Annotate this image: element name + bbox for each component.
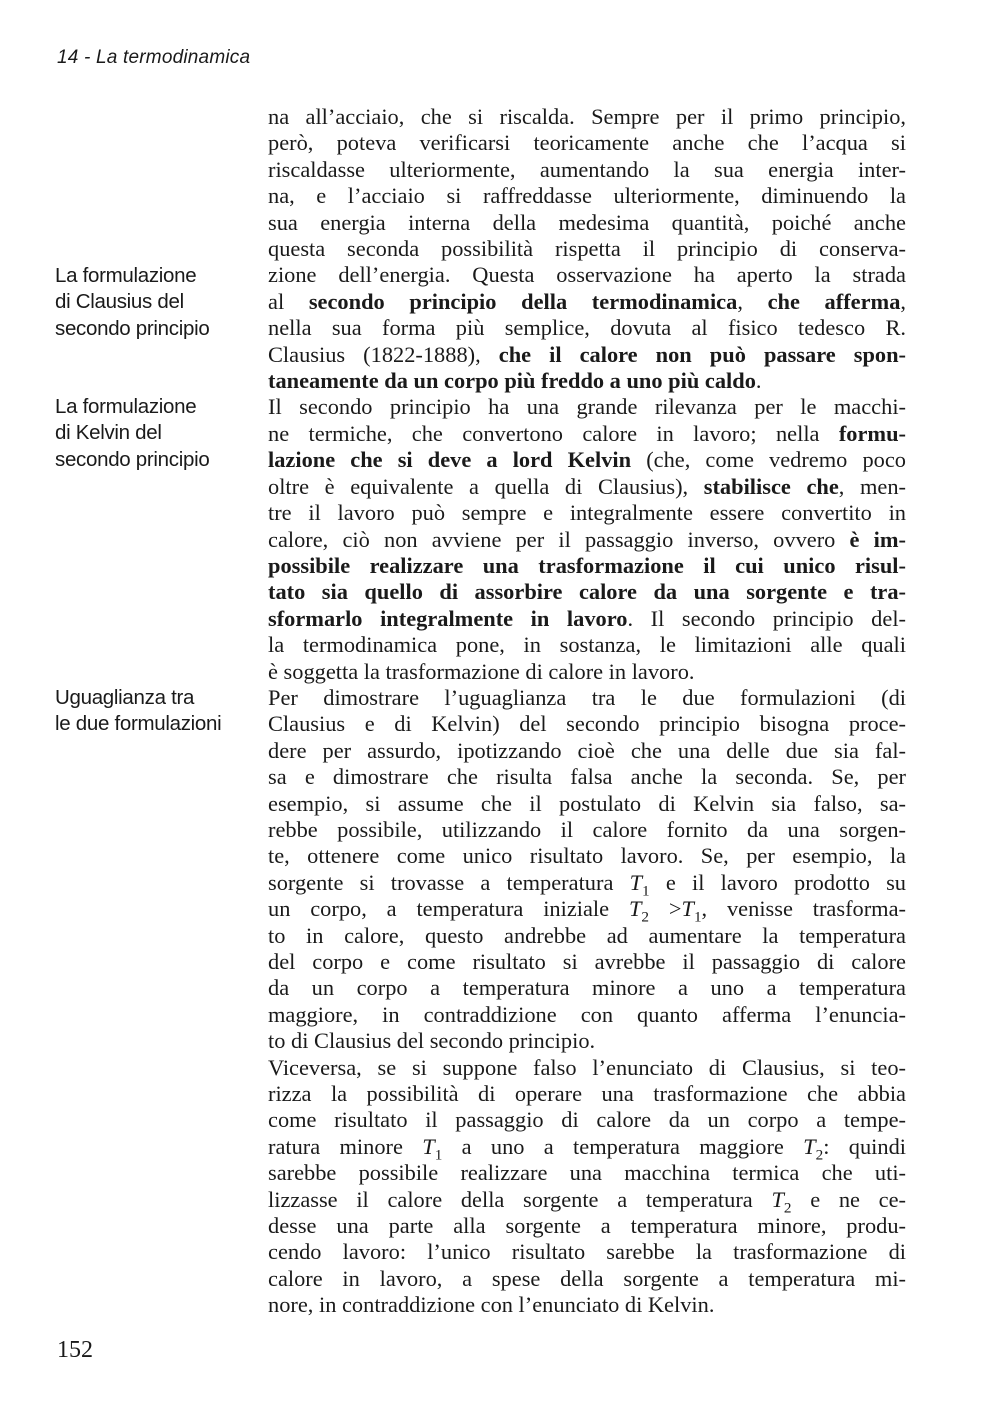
paragraph bbox=[268, 394, 906, 684]
text-line bbox=[268, 869, 907, 900]
text-line bbox=[268, 685, 906, 711]
text-line bbox=[268, 949, 906, 975]
subscript: 1 bbox=[434, 1146, 443, 1164]
text-run: Viceversa, se si suppone falso l’enunciato di Clausius, si teo- bbox=[268, 1054, 906, 1080]
math-variable: T bbox=[681, 896, 694, 922]
running-header: 14 - La termodinamica bbox=[57, 47, 251, 68]
text-run: sua energia interna della medesima quantità, poiché anche bbox=[268, 209, 906, 235]
text-line bbox=[268, 527, 906, 553]
text-line bbox=[268, 315, 906, 341]
paragraph bbox=[268, 104, 906, 394]
bold-text: lazione che si deve a lord Kelvin bbox=[268, 447, 632, 473]
text-run: , men- bbox=[838, 473, 907, 499]
margin-note-line: La formulazione bbox=[55, 264, 197, 287]
text-run: desse una parte alla sorgente a temperatura minore, produ- bbox=[268, 1213, 906, 1239]
text-run: nella sua forma più semplice, dovuta al fisico tedesco R. bbox=[268, 315, 906, 341]
text-run: è soggetta la trasformazione di calore in lavoro. bbox=[268, 658, 695, 684]
text-line bbox=[268, 1133, 906, 1164]
page-number: 152 bbox=[57, 1337, 93, 1363]
text-run: to di Clausius del secondo principio. bbox=[268, 1028, 596, 1054]
text-line bbox=[268, 923, 906, 949]
text-run: > bbox=[649, 896, 682, 922]
text-run: esempio, si assume che il postulato di Kelvin sia falso, sa- bbox=[268, 790, 906, 816]
text-run: Per dimostrare l’uguaglianza tra le due formulazioni (di bbox=[268, 684, 906, 710]
text-line bbox=[268, 210, 906, 236]
text-line bbox=[268, 764, 906, 790]
text-line bbox=[268, 1266, 906, 1292]
math-variable: T bbox=[628, 896, 642, 922]
bold-text: è im- bbox=[849, 526, 906, 552]
text-line bbox=[268, 791, 906, 817]
text-line bbox=[268, 975, 906, 1001]
text-line bbox=[268, 104, 906, 130]
paragraph bbox=[268, 1055, 906, 1319]
margin-note-kelvin bbox=[55, 394, 250, 473]
text-line bbox=[268, 474, 906, 500]
text-run: , bbox=[900, 288, 907, 314]
text-run: dere per assurdo, ipotizzando cioè che una delle due sia fal- bbox=[268, 737, 906, 763]
text-run: come risultato il passaggio di calore da un corpo a tempe- bbox=[268, 1107, 906, 1133]
text-line bbox=[268, 262, 906, 288]
text-run: calore, ciò non avviene per il passaggio inverso, ovvero bbox=[268, 526, 850, 552]
margin-note-line: secondo principio bbox=[55, 447, 210, 471]
text-line bbox=[268, 421, 906, 447]
bold-text: taneamente da un corpo più freddo a uno più caldo bbox=[268, 368, 756, 394]
text-line bbox=[268, 157, 906, 183]
text-line bbox=[268, 236, 906, 262]
text-run: riscaldasse ulteriormente, aumentando la sua energia inter- bbox=[268, 156, 906, 182]
text-run: te, ottenere come unico risultato lavoro. Se, per esempio, la bbox=[268, 843, 906, 869]
margin-note-line: di Clausius del bbox=[55, 290, 184, 314]
math-variable: T bbox=[771, 1186, 784, 1212]
text-line bbox=[268, 659, 906, 685]
bold-text: sformarlo integralmente in lavoro bbox=[268, 605, 628, 631]
text-line bbox=[268, 1213, 906, 1239]
text-line bbox=[268, 553, 906, 579]
margin-note-clausius bbox=[55, 263, 250, 342]
text-run: da un corpo a temperatura minore a uno a temperatura bbox=[268, 975, 906, 1001]
text-line bbox=[268, 342, 906, 368]
text-line bbox=[268, 632, 906, 658]
bold-text: stabilisce che bbox=[703, 473, 839, 499]
text-run: del corpo e come risultato si avrebbe il passaggio di calore bbox=[268, 949, 906, 974]
margin-note-line: le due formulazioni bbox=[55, 712, 222, 736]
text-line bbox=[268, 130, 906, 156]
text-line bbox=[268, 738, 906, 764]
text-run: . Il secondo principio del- bbox=[627, 605, 906, 631]
subscript: 1 bbox=[642, 882, 650, 900]
text-run: sarebbe possibile realizzare una macchina termica che uti- bbox=[268, 1160, 906, 1186]
text-line bbox=[268, 843, 906, 869]
text-run: sorgente si trovasse a temperatura bbox=[268, 869, 630, 895]
text-run: na all’acciaio, che si riscalda. Sempre per il primo principio, bbox=[268, 104, 906, 129]
text-run: sa e dimostrare che risulta falsa anche la seconda. Se, per bbox=[268, 764, 906, 790]
text-run: a uno a temperatura maggiore bbox=[442, 1133, 804, 1159]
text-line bbox=[268, 289, 906, 315]
text-line bbox=[268, 606, 906, 632]
text-line bbox=[268, 1292, 906, 1318]
text-run: na, e l’acciaio si raffreddasse ulteriormente, diminuendo la bbox=[268, 183, 906, 209]
paragraph bbox=[268, 685, 906, 1055]
text-line bbox=[268, 1239, 906, 1265]
text-run: calore in lavoro, a spese della sorgente a temperatura mi- bbox=[268, 1265, 906, 1291]
math-variable: T bbox=[422, 1133, 435, 1159]
text-run: la termodinamica pone, in sostanza, le limitazioni alle quali bbox=[268, 632, 906, 658]
text-run: tre il lavoro può sempre e integralmente essere convertito in bbox=[268, 500, 906, 526]
subscript: 2 bbox=[783, 1198, 792, 1216]
margin-note-line: secondo principio bbox=[55, 316, 210, 340]
text-run: Il secondo principio ha una grande rilevanza per le macchi- bbox=[268, 394, 906, 420]
text-run: , venisse trasforma- bbox=[701, 896, 906, 922]
text-run: e il lavoro prodotto su bbox=[649, 869, 907, 895]
text-line bbox=[268, 1160, 906, 1186]
text-run: rebbe possibile, utilizzando il calore fornito da una sorgen- bbox=[268, 816, 906, 842]
text-line bbox=[268, 1081, 906, 1107]
text-line bbox=[268, 579, 906, 605]
math-variable: T bbox=[803, 1133, 816, 1159]
bold-text: che il calore non può passare spon- bbox=[498, 341, 907, 367]
text-line bbox=[268, 500, 906, 526]
text-line bbox=[268, 817, 906, 843]
bold-text: secondo principio della termodinamica bbox=[308, 288, 738, 314]
text-run: maggiore, in contraddizione con quanto afferma l’enuncia- bbox=[268, 1001, 906, 1027]
text-run: ratura minore bbox=[268, 1133, 423, 1159]
margin-note-uguaglianza bbox=[55, 685, 250, 738]
text-line bbox=[268, 183, 906, 209]
subscript: 2 bbox=[815, 1146, 824, 1164]
text-line bbox=[268, 394, 906, 420]
text-run: nore, in contraddizione con l’enunciato di Kelvin. bbox=[268, 1292, 715, 1318]
text-run: un corpo, a temperatura iniziale bbox=[268, 896, 629, 922]
text-run: (che, come vedremo poco bbox=[631, 447, 906, 473]
text-run: to in calore, questo andrebbe ad aumentare la temperatura bbox=[268, 922, 906, 948]
body-text bbox=[268, 104, 906, 1319]
text-run: cendo lavoro: l’unico risultato sarebbe la trasformazione di bbox=[268, 1239, 906, 1265]
text-run: lizzasse il calore della sorgente a temperatura bbox=[268, 1186, 772, 1212]
margin-note-line: di Kelvin del bbox=[55, 421, 162, 445]
text-run: Clausius (1822-1888), bbox=[268, 341, 499, 367]
text-run: rizza la possibilità di operare una trasformazione che abbia bbox=[268, 1081, 906, 1107]
math-variable: T bbox=[629, 869, 643, 895]
text-line bbox=[268, 1002, 906, 1028]
text-run: Clausius e di Kelvin) del secondo principio bisogna proce- bbox=[268, 711, 906, 737]
text-run: e ne ce- bbox=[791, 1186, 906, 1212]
text-line bbox=[268, 711, 906, 737]
subscript: 2 bbox=[641, 908, 649, 926]
bold-text: formu- bbox=[838, 420, 906, 446]
text-run: : quindi bbox=[823, 1133, 906, 1159]
bold-text: che afferma bbox=[767, 288, 901, 314]
text-run: oltre è equivalente a quella di Clausius), bbox=[268, 473, 704, 499]
text-run: questa seconda possibilità rispetta il principio di conserva- bbox=[268, 236, 906, 262]
text-run: . bbox=[755, 368, 762, 394]
text-line bbox=[268, 1055, 906, 1081]
text-line bbox=[268, 1186, 906, 1216]
text-line bbox=[268, 368, 906, 394]
subscript: 1 bbox=[693, 908, 702, 926]
text-line bbox=[268, 1107, 906, 1133]
text-line bbox=[268, 447, 906, 473]
bold-text: tato sia quello di assorbire calore da una sorgente e tra- bbox=[268, 579, 906, 605]
margin-note-line: La formulazione bbox=[55, 395, 197, 418]
text-run: , bbox=[737, 288, 768, 314]
text-run: al bbox=[268, 288, 309, 314]
margin-note-line: Uguaglianza tra bbox=[55, 686, 195, 709]
text-run: ne termiche, che convertono calore in lavoro; nella bbox=[268, 420, 839, 446]
text-line bbox=[268, 1028, 906, 1054]
bold-text: possibile realizzare una trasformazione il cui unico risul- bbox=[268, 552, 906, 578]
text-run: zione dell’energia. Questa osservazione ha aperto la strada bbox=[268, 262, 906, 288]
text-line bbox=[268, 896, 906, 926]
text-run: però, poteva verificarsi teoricamente anche che l’acqua si bbox=[268, 130, 906, 156]
